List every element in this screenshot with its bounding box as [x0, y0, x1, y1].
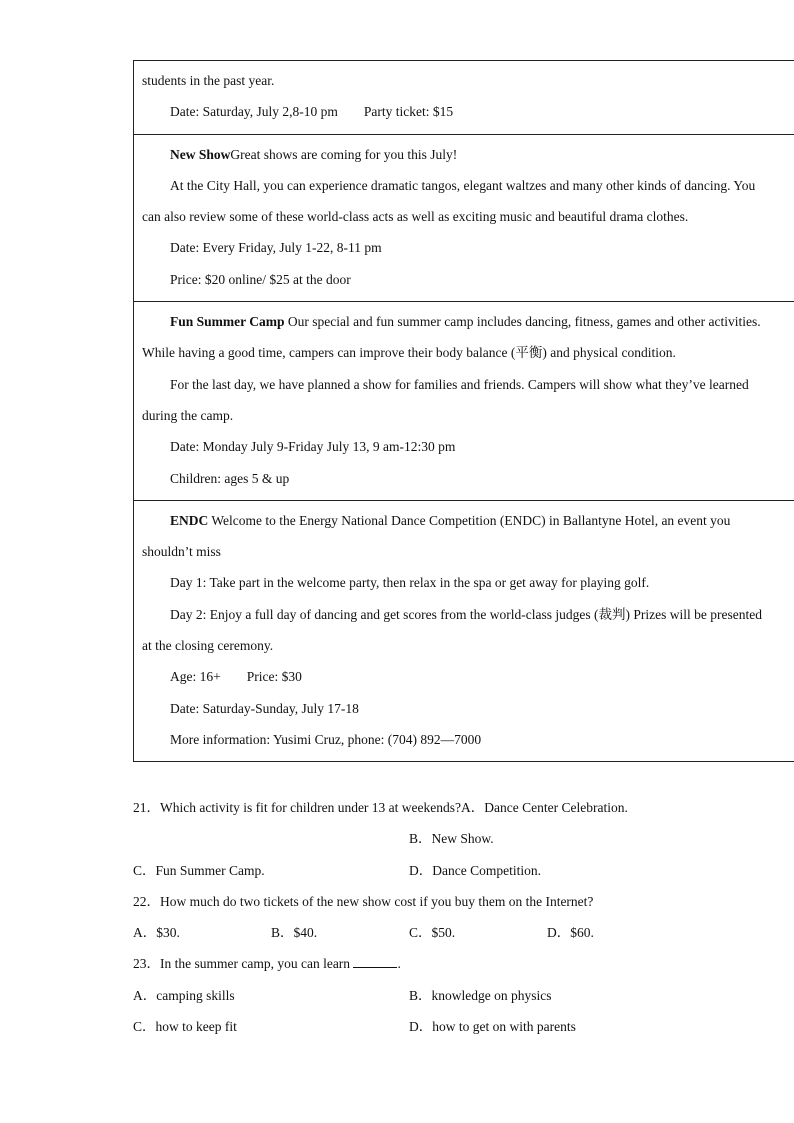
event-price: Price: $20 online/ $25 at the door: [170, 271, 351, 287]
question-stem: 22．How much do two tickets of the new show cost if you buy them on the Internet?: [133, 893, 594, 909]
event-title: New Show: [170, 146, 231, 162]
option: C．Fun Summer Camp.: [133, 862, 265, 878]
event-date: Date: Every Friday, July 1-22, 8-11 pm: [170, 240, 382, 256]
option: D．$60.: [547, 925, 594, 941]
option: A．$30.: [133, 925, 180, 941]
event-cell-dance-center: [134, 61, 794, 135]
option: B．New Show.: [409, 831, 494, 847]
text-line: can also review some of these world-class acts as well as exciting music and beautiful drama clothes.: [142, 209, 689, 225]
text-line: shouldn’t miss: [142, 544, 221, 560]
option: C．$50.: [409, 925, 456, 941]
text-line: during the camp.: [142, 407, 234, 423]
text-line: at the closing ceremony.: [142, 638, 274, 654]
text-line: students in the past year.: [142, 73, 275, 88]
text-line: Day 2: Enjoy a full day of dancing and get scores from the world-class judges (裁判) Prizes will be presented: [170, 606, 762, 622]
event-title: ENDC: [170, 512, 209, 528]
event-intro: Welcome to the Energy National Dance Competition (ENDC) in Ballantyne Hotel, an event you: [208, 512, 731, 528]
option: A．camping skills: [133, 987, 235, 1003]
events-table: [133, 60, 794, 762]
option: D．Dance Competition.: [409, 862, 541, 878]
text-line: At the City Hall, you can experience dramatic tangos, elegant waltzes and many other kinds of dancing. You: [170, 177, 756, 193]
option: B．$40.: [271, 925, 318, 941]
option: C．how to keep fit: [133, 1019, 237, 1035]
event-cell-summer-camp: [134, 302, 794, 501]
event-price: Price: $30: [246, 669, 302, 685]
event-date: Date: Saturday-Sunday, July 17-18: [170, 700, 359, 716]
event-cell-endc: [134, 501, 794, 761]
questions-section: [133, 792, 794, 1042]
event-title: Fun Summer Camp: [170, 314, 285, 330]
event-ticket-price: Party ticket: $15: [363, 104, 454, 120]
option: B．knowledge on physics: [409, 987, 552, 1003]
event-intro: Our special and fun summer camp includes dancing, fitness, games and other activities.: [284, 314, 761, 330]
event-age: Children: ages 5 & up: [170, 470, 290, 486]
text-line: While having a good time, campers can improve their body balance (平衡) and physical condition.: [142, 345, 676, 361]
question-stem-end: .: [397, 956, 401, 972]
event-date: Date: Monday July 9-Friday July 13, 9 am-12:30 pm: [170, 439, 456, 455]
question-stem: 21．Which activity is fit for children under 13 at weekends?A．Dance Center Celebration.: [133, 800, 628, 815]
event-age: Age: 16+: [170, 669, 221, 685]
question-stem: 23．In the summer camp, you can learn: [133, 956, 351, 972]
event-date: Date: Saturday, July 2,8-10 pm: [170, 104, 338, 120]
option: D．how to get on with parents: [409, 1019, 576, 1035]
event-contact: More information: Yusimi Cruz, phone: (704) 892—7000: [170, 731, 482, 747]
text-line: Day 1: Take part in the welcome party, then relax in the spa or get away for playing golf.: [170, 575, 650, 591]
text-line: For the last day, we have planned a show for families and friends. Campers will show what they’ve learned: [170, 376, 749, 392]
answer-blank: [353, 953, 397, 968]
event-intro: Great shows are coming for you this July!: [230, 146, 458, 162]
event-cell-new-show: [134, 135, 794, 302]
